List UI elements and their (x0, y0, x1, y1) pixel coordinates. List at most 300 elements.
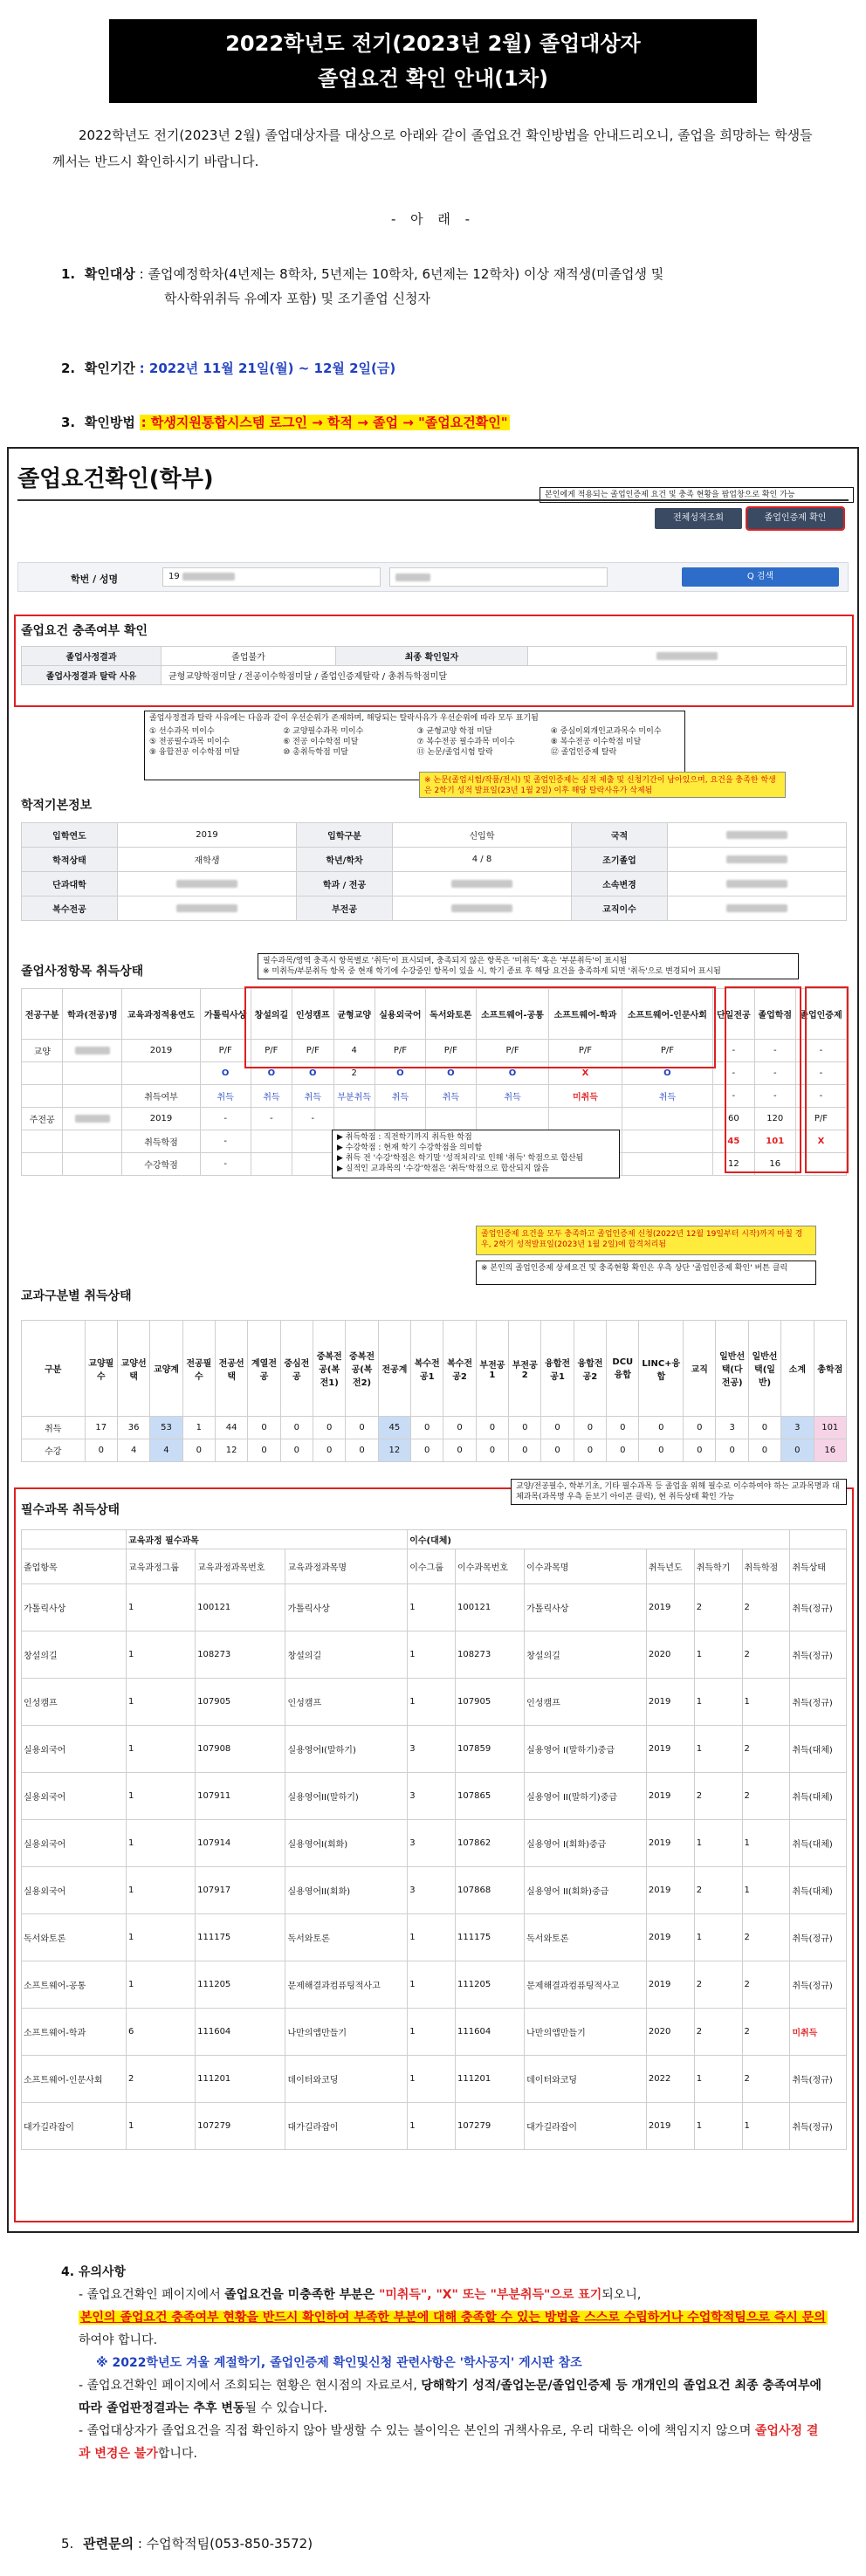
table-cell: 대가길라잡이 (285, 2103, 408, 2150)
table-cell: 108273 (196, 1631, 285, 1679)
table-cell: 0 (716, 1439, 748, 1462)
table-header: 일반선택(다전공) (716, 1321, 748, 1417)
table-cell: 2022 (646, 2056, 694, 2103)
sec4-p1d: 되오니, (601, 2288, 642, 2302)
sec4-p1a: - 졸업요건확인 페이지에서 (79, 2288, 225, 2302)
table-cell: 창설의길 (22, 1631, 127, 1679)
table-cell: P/F (476, 1040, 548, 1062)
s1-reason-label: 졸업사정결과 탈락 사유 (22, 666, 162, 685)
table-cell: 1 (127, 1867, 196, 1914)
s1-h0: 졸업사정결과 (22, 647, 162, 666)
table-header: 구분 (22, 1321, 86, 1417)
table-cell: 단과대학 (22, 872, 118, 896)
table-header: 교직 (684, 1321, 716, 1417)
table-header: 일반선택(일반) (748, 1321, 780, 1417)
table-cell: 1 (127, 1961, 196, 2009)
table-cell: 취득학점 (122, 1130, 200, 1153)
table-cell: 1 (127, 1726, 196, 1773)
table-cell: 실용영어 II(회화)중급 (525, 1867, 647, 1914)
table-cell: 2 (127, 2056, 196, 2103)
table-cell: P/F (200, 1040, 251, 1062)
table-cell: 0 (411, 1439, 443, 1462)
table-header: 소프트웨어-공통 (476, 989, 548, 1040)
table-cell: 107279 (196, 2103, 285, 2150)
table-cell: 소프트웨어-인문사회 (22, 2056, 127, 2103)
grad-cert-button[interactable]: 졸업인증제 확인 (747, 508, 843, 529)
table-cell: 2020 (646, 2009, 694, 2056)
table-header: 이수과목번호 (456, 1549, 525, 1584)
group-header (22, 1530, 127, 1549)
table-cell: 2019 (646, 1679, 694, 1726)
table-header: 창설의길 (251, 989, 292, 1040)
table-row (22, 823, 847, 848)
table-cell: 0 (574, 1417, 606, 1439)
table-cell: O (375, 1062, 425, 1085)
group-header: 이수(대체) (408, 1530, 790, 1549)
table-cell: 2 (333, 1062, 375, 1085)
table-cell: 실용외국어 (22, 1867, 127, 1914)
table-cell: - (200, 1108, 251, 1130)
table-cell: 국적 (572, 823, 668, 848)
table-header: 취득학점 (742, 1549, 790, 1584)
s4-title: 교과구분별 취득상태 (21, 1289, 132, 1303)
sec1-text2: 학사학위취득 유예자 포함) 및 조기졸업 신청자 (164, 291, 431, 306)
sec4-title: 4. 유의사항 (61, 2265, 127, 2279)
table-cell: O (425, 1062, 476, 1085)
table-cell: 16 (814, 1439, 847, 1462)
table-cell: 111175 (456, 1914, 525, 1961)
table-cell: 111175 (196, 1914, 285, 1961)
table-cell: 2019 (646, 1584, 694, 1631)
table-cell: 2 (742, 2056, 790, 2103)
table-row (22, 1726, 847, 1773)
table-cell: 3 (781, 1417, 814, 1439)
table-cell: X (549, 1062, 622, 1085)
table-cell: 111201 (456, 2056, 525, 2103)
table-cell: P/F (795, 1108, 846, 1130)
table-row (22, 2103, 847, 2150)
table-cell (375, 1108, 425, 1130)
table-cell: 3 (716, 1417, 748, 1439)
table-cell (251, 1130, 292, 1153)
table-cell: 교양 (22, 1040, 63, 1062)
table-cell: 취득 (22, 1417, 86, 1439)
table-cell: 1 (408, 2056, 456, 2103)
table-header: 취득년도 (646, 1549, 694, 1584)
table-cell: 0 (248, 1417, 280, 1439)
table-cell: P/F (375, 1040, 425, 1062)
table-cell: 2 (694, 1867, 742, 1914)
table-cell: 1 (694, 1914, 742, 1961)
table-cell: 111205 (456, 1961, 525, 2009)
table-cell: 4 (150, 1439, 182, 1462)
table-cell: 2 (742, 1961, 790, 2009)
table-cell (22, 1062, 63, 1085)
table-cell: 101 (814, 1417, 847, 1439)
table-cell: - (754, 1040, 795, 1062)
sec3-num: 3. (61, 415, 76, 430)
table-cell: 12 (215, 1439, 247, 1462)
table-cell: 인성캠프 (525, 1679, 647, 1726)
table-header: 교양계 (150, 1321, 182, 1417)
table-cell: 데이터와코딩 (525, 2056, 647, 2103)
table-cell: 101 (754, 1130, 795, 1153)
table-cell: O (622, 1062, 712, 1085)
table-header: LINC+융합 (639, 1321, 684, 1417)
table-header: 전공선택 (215, 1321, 247, 1417)
sec3-text: : 학생지원통합시스템 로그인 → 학적 → 졸업 → "졸업요건확인" (141, 415, 508, 430)
table-cell: 취득 (251, 1085, 292, 1108)
table-header: 복수전공2 (443, 1321, 476, 1417)
sec5-num: 5. (61, 2536, 74, 2552)
table-cell: 1 (694, 1679, 742, 1726)
table-cell: 2 (694, 1961, 742, 2009)
s2-table (21, 822, 847, 921)
table-header: 융합전공2 (574, 1321, 606, 1417)
table-header: 학과(전공)명 (63, 989, 122, 1040)
table-cell: - (713, 1040, 754, 1062)
table-cell: 111604 (456, 2009, 525, 2056)
table-cell: 2019 (646, 1961, 694, 2009)
table-cell: 1 (742, 1679, 790, 1726)
table-cell: 1 (408, 2103, 456, 2150)
table-cell: 45 (378, 1417, 410, 1439)
table-cell: 독서와토론 (22, 1914, 127, 1961)
table-cell: 취득(정규) (790, 1631, 847, 1679)
table-header: 가톨릭사상 (200, 989, 251, 1040)
table-cell: 111604 (196, 2009, 285, 2056)
table-row (22, 2009, 847, 2056)
table-cell: 107862 (456, 1820, 525, 1867)
table-cell: 1 (127, 1914, 196, 1961)
table-cell: 4 / 8 (393, 848, 572, 872)
table-cell: 3 (408, 1773, 456, 1820)
table-cell: 실용영어I(회화) (285, 1820, 408, 1867)
title-line1: 2022학년도 전기(2023년 2월) 졸업대상자 (225, 31, 641, 56)
table-cell: - (200, 1153, 251, 1176)
table-cell: 1 (127, 1820, 196, 1867)
table-row (22, 1584, 847, 1631)
table-cell: 2019 (646, 1820, 694, 1867)
table-row (22, 1530, 847, 1549)
table-cell (251, 1153, 292, 1176)
search-bar (17, 562, 849, 592)
table-cell: 입학구분 (297, 823, 393, 848)
table-cell: - (713, 1085, 754, 1108)
table-cell: 6 (127, 2009, 196, 2056)
table-cell: 12 (713, 1153, 754, 1176)
student-name-input[interactable] (389, 567, 608, 587)
table-cell: 0 (443, 1417, 476, 1439)
table-cell: 0 (443, 1439, 476, 1462)
table-header: 교육과정그룹 (127, 1549, 196, 1584)
table-row (22, 2056, 847, 2103)
table-cell: 2019 (118, 823, 297, 848)
table-cell: 1 (694, 2103, 742, 2150)
table-cell: 2019 (122, 1040, 200, 1062)
intro-text: 2022학년도 전기(2023년 2월) 졸업대상자를 대상으로 아래와 같이 졸업요건 확인방법을 안내드리오니, 졸업을 희망하는 학생들께서는 반드시 확인하시기 바랍니다. (52, 127, 813, 169)
table-cell (118, 872, 297, 896)
table-cell (393, 872, 572, 896)
table-cell (292, 1130, 333, 1153)
s1-table (21, 646, 847, 685)
table-cell: 가톨릭사상 (22, 1584, 127, 1631)
table-cell (333, 1108, 375, 1130)
table-cell: 2 (742, 1914, 790, 1961)
table-cell: 0 (280, 1417, 313, 1439)
table-header: 교양선택 (117, 1321, 149, 1417)
table-cell: 0 (541, 1417, 574, 1439)
table-cell: 0 (541, 1439, 574, 1462)
table-cell: 1 (127, 1584, 196, 1631)
sec4-p4b: 졸업사정 결과 변경은 불가 (79, 2424, 819, 2461)
table-cell (118, 896, 297, 921)
table-header: 교육과정과목번호 (196, 1549, 285, 1584)
table-cell (22, 1085, 63, 1108)
sec2-label: 확인기간 (84, 361, 135, 376)
note-s3: 필수과목/영역 충족시 항목별로 '취득'이 표시되며, 충족되지 않은 항목은 '미취득' 혹은 '부분취득'이 표시됨 ※ 미취득/부분취득 항목 중 현재 학기에 수강중인 항목이 있을 시, 학기 종료 후 해당 요건을 충족하게 되면 '취득'으로 변경되어 표시됨 (258, 953, 799, 979)
table-cell (622, 1108, 712, 1130)
table-cell: 소프트웨어-공통 (22, 1961, 127, 2009)
title-line2: 졸업요건 확인 안내(1차) (317, 66, 548, 91)
table-header: 이수과목명 (525, 1549, 647, 1584)
table-cell: 107279 (456, 2103, 525, 2150)
title-divider (17, 499, 849, 501)
table-row (22, 1439, 847, 1462)
full-grade-button[interactable]: 전체성적조회 (655, 508, 742, 529)
table-header: 독서와토론 (425, 989, 476, 1040)
table-row (22, 1417, 847, 1439)
table-cell: 1 (694, 1820, 742, 1867)
table-cell: 미취득 (549, 1085, 622, 1108)
sec2-num: 2. (61, 361, 76, 376)
table-cell: 16 (754, 1153, 795, 1176)
table-cell: 실용영어I(말하기) (285, 1726, 408, 1773)
table-cell: 100121 (456, 1584, 525, 1631)
section-contact (61, 2531, 313, 2556)
table-cell: 2019 (646, 1773, 694, 1820)
table-cell (63, 1108, 122, 1130)
table-cell: - (713, 1062, 754, 1085)
search-button[interactable]: Q 검색 (682, 567, 839, 587)
table-cell: 2 (694, 1773, 742, 1820)
table-cell: 인성캠프 (22, 1679, 127, 1726)
table-cell: 취득 (292, 1085, 333, 1108)
table-cell: 107865 (456, 1773, 525, 1820)
sec4-p4a: - 졸업대상자가 졸업요건을 직접 확인하지 않아 발생할 수 있는 불이익은 본인의 귀책사유로, 우리 대학은 이에 책임지지 않으며 (79, 2424, 755, 2438)
table-header: 졸업학점 (754, 989, 795, 1040)
table-cell: 취득(대체) (790, 1867, 847, 1914)
table-cell: 3 (408, 1726, 456, 1773)
table-cell: O (200, 1062, 251, 1085)
s3-highlight-b (725, 986, 801, 1173)
table-cell: 44 (215, 1417, 247, 1439)
table-cell: 107908 (196, 1726, 285, 1773)
table-cell: 복수전공 (22, 896, 118, 921)
student-id-input[interactable]: 19 (162, 567, 381, 587)
table-cell: 독서와토론 (525, 1914, 647, 1961)
table-cell: 0 (476, 1417, 508, 1439)
table-row (22, 848, 847, 872)
table-cell: 107917 (196, 1867, 285, 1914)
table-header: 부전공1 (476, 1321, 508, 1417)
table-cell: 1 (408, 1584, 456, 1631)
table-header: 총학점 (814, 1321, 847, 1417)
table-header: 교육과정과목명 (285, 1549, 408, 1584)
s1-h2: 최종 확인일자 (336, 647, 528, 666)
table-cell: 실용외국어 (22, 1726, 127, 1773)
table-cell: 재학생 (118, 848, 297, 872)
table-cell: 소프트웨어-학과 (22, 2009, 127, 2056)
table-cell: 53 (150, 1417, 182, 1439)
table-cell (122, 1062, 200, 1085)
table-cell: 실용영어II(회화) (285, 1867, 408, 1914)
table-header: 소프트웨어-학과 (549, 989, 622, 1040)
table-cell: 1 (694, 1631, 742, 1679)
table-cell: O (292, 1062, 333, 1085)
table-cell: 조기졸업 (572, 848, 668, 872)
table-cell: - (251, 1108, 292, 1130)
table-cell (476, 1108, 548, 1130)
table-cell: P/F (251, 1040, 292, 1062)
note-s3c: ※ 본인의 졸업인증제 상세요건 및 충족현황 확인은 우측 상단 '졸업인증제 확인' 버튼 클릭 (476, 1261, 816, 1285)
table-cell: - (200, 1130, 251, 1153)
table-header: 전공필수 (182, 1321, 215, 1417)
table-cell: 3 (408, 1820, 456, 1867)
table-row (22, 872, 847, 896)
note-s5: 교양/전공필수, 학부기초, 기타 필수과목 등 졸업을 위해 필수로 이수하여야 하는 교과목명과 대체과목(과목명 우측 돋보기 아이콘 클릭), 현 취득상태 확인 가능 (511, 1479, 847, 1505)
table-cell (668, 823, 847, 848)
note-yellow2: 졸업인증제 요건을 모두 충족하고 졸업인증제 신청(2022년 12월 19일부터 시작)까지 마칠 경우, 2학기 성적발표일(2023년 1월 2일)에 합격처리됨 (476, 1226, 816, 1255)
table-cell: 2019 (646, 2103, 694, 2150)
note-yellow: ※ 논문(졸업시험/작품/전시) 및 졸업인증제는 심적 제출 및 신청기간이 남아있으며, 요건을 충족한 학생은 2학기 성적 발표일(23년 1월 2일) 이후 해당 탈락사유가 삭제됨 (419, 772, 786, 798)
s3-highlight-c (805, 986, 849, 1173)
table-cell: 취득 (200, 1085, 251, 1108)
table-header: 소프트웨어-인문사회 (622, 989, 712, 1040)
table-cell: - (754, 1085, 795, 1108)
table-cell: 1 (408, 1914, 456, 1961)
s5-table (21, 1529, 847, 2150)
table-cell: 취득(정규) (790, 2056, 847, 2103)
table-cell (668, 872, 847, 896)
sec4-p3a: - 졸업요건확인 페이지에서 조회되는 현황은 현시점의 자료로서, (79, 2379, 422, 2393)
table-cell: 1 (127, 2103, 196, 2150)
below-label: - 아 래 - (390, 211, 476, 227)
table-cell: 취득(대체) (790, 1773, 847, 1820)
table-cell: 36 (117, 1417, 149, 1439)
table-cell (63, 1130, 122, 1153)
table-header: 전공계 (378, 1321, 410, 1417)
table-header: 중복전공(복전1) (313, 1321, 346, 1417)
table-cell: 2 (694, 1584, 742, 1631)
table-cell (63, 1040, 122, 1062)
table-cell: 0 (684, 1439, 716, 1462)
table-cell: 취득 (375, 1085, 425, 1108)
sec4-p4c: 합니다. (157, 2447, 197, 2461)
table-cell: 실용영어 I(회화)중급 (525, 1820, 647, 1867)
table-cell: 0 (639, 1439, 684, 1462)
sec4-p2: ※ 2022학년도 겨울 계절학기, 졸업인증제 확인및신청 관련사항은 '학사공지' 게시판 참조 (96, 2356, 582, 2370)
table-row (22, 1108, 847, 1130)
table-row (22, 1631, 847, 1679)
table-cell: 소속변경 (572, 872, 668, 896)
table-cell: 2 (742, 1773, 790, 1820)
table-cell: 60 (713, 1108, 754, 1130)
sec4-p1b: 졸업요건을 미충족한 부분은 (224, 2288, 380, 2302)
table-cell: - (795, 1085, 846, 1108)
table-cell: 가톨릭사상 (525, 1584, 647, 1631)
table-cell: 1 (742, 1820, 790, 1867)
sec1-num: 1. (61, 266, 76, 282)
table-cell: 실용외국어 (22, 1820, 127, 1867)
table-cell: 취득(정규) (790, 1914, 847, 1961)
table-header: 계열전공 (248, 1321, 280, 1417)
s4-table (21, 1320, 847, 1462)
table-cell: 100121 (196, 1584, 285, 1631)
table-cell: 실용영어 II(말하기)중급 (525, 1773, 647, 1820)
table-cell: 데이터와코딩 (285, 2056, 408, 2103)
table-cell (668, 848, 847, 872)
note-s3b: ▶ 취득학점 : 직전학기까지 취득한 학점 ▶ 수강학점 : 현재 학기 수강학점을 의미함 ▶ 취득 전 '수강'학점은 학기말 '성적처리'로 인해 '취득' 학점으로 합산됨 ▶ 실적인 교과목의 '수강'학점은 '취득'학점으로 합산되지 않음 (332, 1130, 620, 1178)
sec4-p3b: 당해학기 성적/졸업논문/졸업인증제 등 개개인의 졸업요건 최종 충족여부에 따라 졸업판정결과는 추후 변동 (79, 2379, 821, 2415)
table-cell: 120 (754, 1108, 795, 1130)
table-header: 부전공2 (509, 1321, 541, 1417)
table-cell: 0 (574, 1439, 606, 1462)
table-cell: 0 (182, 1439, 215, 1462)
table-cell: 107905 (196, 1679, 285, 1726)
table-cell: 107868 (456, 1867, 525, 1914)
table-row (22, 1961, 847, 2009)
table-cell: 45 (713, 1130, 754, 1153)
table-cell: 취득(정규) (790, 1961, 847, 2009)
table-header: 취득상태 (790, 1549, 847, 1584)
table-cell: 107859 (456, 1726, 525, 1773)
table-cell: 취득 (622, 1085, 712, 1108)
sec5-text: : 수업학적팀(053-850-3572) (137, 2536, 313, 2552)
sec2-text: : 2022년 11월 21일(월) ~ 12월 2일(금) (139, 361, 396, 376)
table-header: 이수그룹 (408, 1549, 456, 1584)
table-header: 중복전공(복전2) (346, 1321, 378, 1417)
table-cell: 실용영어 I(말하기)중급 (525, 1726, 647, 1773)
table-row (22, 1085, 847, 1108)
table-cell: 독서와토론 (285, 1914, 408, 1961)
table-cell: 0 (313, 1417, 346, 1439)
table-cell: 1 (127, 1773, 196, 1820)
table-cell: 0 (607, 1417, 639, 1439)
section-target (61, 262, 663, 311)
table-cell: 3 (408, 1867, 456, 1914)
section-period (61, 356, 395, 381)
table-header: 실용외국어 (375, 989, 425, 1040)
table-cell: 0 (607, 1439, 639, 1462)
table-cell: 교직이수 (572, 896, 668, 921)
table-cell (393, 896, 572, 921)
table-cell: 학적상태 (22, 848, 118, 872)
table-cell: 가톨릭사상 (285, 1584, 408, 1631)
table-cell: 0 (748, 1439, 780, 1462)
table-cell (549, 1108, 622, 1130)
table-header: 인성캠프 (292, 989, 333, 1040)
table-cell: 2019 (646, 1867, 694, 1914)
table-cell (668, 896, 847, 921)
table-cell: 0 (639, 1417, 684, 1439)
table-cell: 4 (333, 1040, 375, 1062)
table-cell: 2 (742, 2009, 790, 2056)
table-cell: 창설의길 (525, 1631, 647, 1679)
table-cell: 1 (408, 2009, 456, 2056)
table-cell: 2 (742, 1726, 790, 1773)
table-cell: 0 (313, 1439, 346, 1462)
